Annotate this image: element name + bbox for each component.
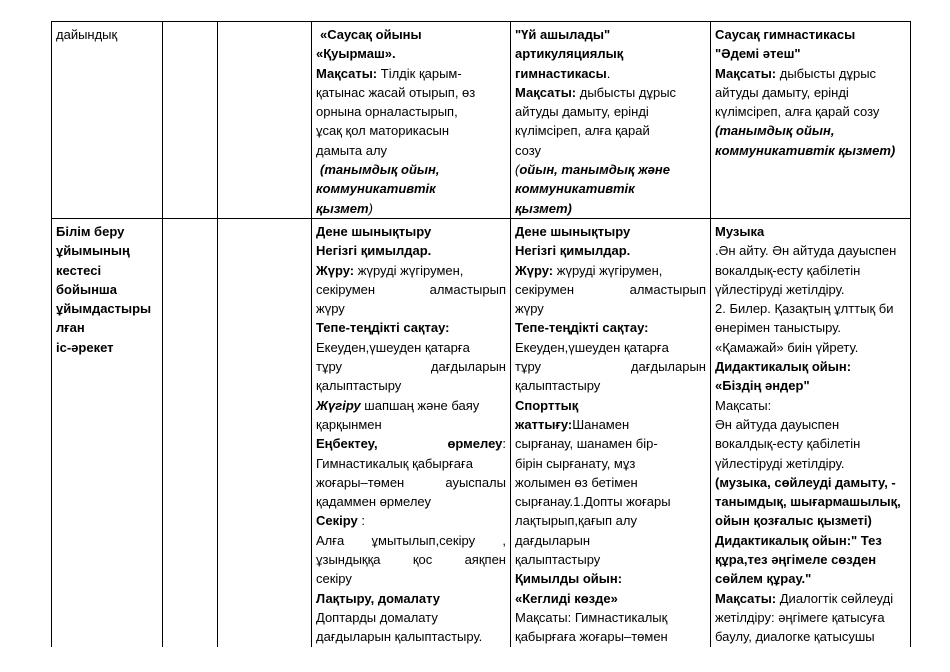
activity-title: «Қуырмаш». (316, 46, 396, 62)
row-label: ұйымының (56, 243, 130, 259)
subsection-label: Жүгіру (316, 397, 361, 413)
body-text: жүру (316, 301, 345, 317)
activity-cell-finger-gymnastics (711, 22, 911, 219)
game-title: сөйлем құрау." (715, 571, 812, 587)
goal-text: Ән айтуда дауыспен (715, 416, 840, 432)
body-text: секіру (316, 571, 352, 587)
goal-text: үйлестіруді жетілдіру. (715, 455, 845, 471)
activity-tag: ) (368, 200, 373, 216)
row-label: кестесі (56, 262, 102, 278)
row-label: бойынша (56, 281, 117, 297)
body-text: қалыптастыру (515, 378, 601, 394)
activity-tag: ойын, танымдық және (519, 162, 670, 178)
subsection-label: Жүру: (316, 262, 355, 278)
row-label: ұйымдастыры (56, 301, 152, 317)
body-text: секірумен алмастырып (515, 281, 706, 297)
body-text: Екеуден,үшеуден қатарға (316, 339, 470, 355)
activity-title: "Әдемі әтеш" (715, 46, 801, 62)
body-text: Алға ұмытылып,секіру , (316, 532, 506, 548)
body-text: вокалдық-есту қабілетін (715, 262, 861, 278)
activity-cell-physical-education-2 (511, 218, 711, 647)
activity-tag: коммуникативтік (515, 181, 635, 197)
activity-tag: ( (515, 162, 520, 178)
subsection-label: Дидактикалық ойын:" Тез (715, 532, 882, 548)
activity-tag: қызмет) (515, 200, 572, 216)
body-text: қалыптастыру (316, 378, 402, 394)
plan-table (51, 21, 911, 647)
body-text: сырғанау.1.Допты жоғары (515, 494, 671, 510)
body-text: 2. Билер. Қазақтың ұлттық би (715, 301, 894, 317)
goal-text: дыбысты дұрыс (776, 65, 877, 81)
activity-tag: қызмет (316, 200, 369, 216)
body-text: жоғары–төмен ауыспалы (316, 474, 506, 490)
body-text: Гимнастикалық қабырғаға (316, 455, 473, 471)
game-title: «Кеглиді көзде» (515, 590, 618, 606)
activity-tag: (танымдық ойын, (715, 123, 835, 139)
body-text: шапшаң және баяу (360, 397, 480, 413)
row-label: іс-әрекет (56, 339, 114, 355)
section-heading: Музыка (715, 223, 765, 239)
body-text: жүруді жүгірумен, (354, 262, 464, 278)
section-heading: Негізгі қимылдар. (316, 243, 432, 259)
goal-text: жетілдіру: әңгімеге қатысуға (715, 609, 885, 625)
subsection-label: Дидактикалық ойын: (715, 359, 852, 375)
body-text: «Қамажай» биін үйрету. (715, 339, 859, 355)
goal-text: күлімсіреп, алға қарай (515, 123, 650, 139)
subsection-label: Тепе-теңдікті сақтау: (316, 320, 450, 336)
table-row-organized-activity (52, 218, 911, 647)
activity-cell-finger-game (312, 22, 511, 219)
section-heading: Дене шынықтыру (316, 223, 432, 239)
goal-text: айтуды дамыту, ерінді (715, 84, 849, 100)
body-text: бірін сырғанату, мұз (515, 455, 636, 471)
body-text: қалыптастыру (515, 552, 601, 568)
activity-tag: (танымдық ойын, (320, 162, 440, 178)
activity-title: «Саусақ ойыны (320, 27, 422, 42)
section-heading: Дене шынықтыру (515, 223, 631, 239)
goal-label: Мақсаты: (715, 397, 772, 413)
body-text: Доптарды домалату (316, 609, 438, 625)
body-text: ұзындыққа қос аяқпен (316, 552, 506, 568)
goal-text: дамыта алу (316, 142, 388, 158)
subsection-label: Еңбектеу, өрмелеу (316, 436, 503, 452)
game-title: «Біздің әндер" (715, 378, 810, 394)
activity-tag: коммуникативтік (316, 181, 436, 197)
goal-text: созу (515, 142, 542, 158)
activity-tag: танымдық, шығармашылық, (715, 494, 901, 510)
row-label: дайындық (56, 27, 118, 42)
subsection-label: жаттығу: (515, 416, 573, 432)
goal-text: Тілдік қарым- (377, 65, 462, 81)
row-label-cell (52, 218, 163, 647)
body-text: қадаммен өрмелеу (316, 494, 431, 510)
goal-label: Мақсаты: (515, 84, 577, 100)
row-label: лған (56, 320, 85, 336)
activity-cell-music (711, 218, 911, 647)
goal-text: қатынас жасай отырып, өз (316, 84, 476, 100)
section-heading: Негізгі қимылдар. (515, 243, 631, 259)
subsection-label: Тепе-теңдікті сақтау: (515, 320, 649, 336)
body-text: лақтырып,қағып алу (515, 513, 637, 529)
body-text: дағдыларын (515, 532, 591, 548)
empty-cell (218, 218, 312, 647)
empty-cell (163, 218, 218, 647)
row-label-cell (52, 22, 163, 219)
subsection-label: Жүру: (515, 262, 554, 278)
activity-title: . (606, 65, 611, 81)
body-text: өнерімен таныстыру. (715, 320, 841, 336)
table-row-preparation (52, 22, 911, 219)
body-text: жүруді жүгірумен, (553, 262, 663, 278)
empty-cell (163, 22, 218, 219)
body-text: жолымен өз бетімен (515, 474, 638, 490)
subsection-label: Спорттық (515, 397, 579, 413)
goal-text: Диалогтік сөйлеуді (776, 590, 894, 606)
activity-cell-articulation (511, 22, 711, 219)
goal-text: айтуды дамыту, ерінді (515, 104, 649, 120)
activity-title: артикуляциялық (515, 46, 624, 62)
goal-text: вокалдық-есту қабілетін (715, 436, 861, 452)
body-text: Шанамен (572, 416, 630, 432)
body-text: Екеуден,үшеуден қатарға (515, 339, 669, 355)
body-text: тұру дағдыларын (515, 359, 706, 375)
subsection-label: Лақтыру, домалату (316, 590, 441, 606)
goal-label: Мақсаты: (316, 65, 378, 81)
goal-text: баулу, диалогке қатысушы (715, 629, 875, 645)
body-text: тұру дағдыларын (316, 359, 506, 375)
activity-tag: ойын қозғалыс қызметі) (715, 513, 872, 529)
activity-title: Саусақ гимнастикасы (715, 27, 856, 42)
goal-label: Мақсаты: (715, 590, 777, 606)
activity-title: "Үй ашылады" (515, 27, 611, 42)
body-text: жүру (515, 301, 544, 317)
activity-cell-physical-education (312, 218, 511, 647)
row-label: Білім беру (56, 223, 125, 239)
goal-text: қабырғаға жоғары–төмен (515, 629, 668, 645)
body-text: .Ән айту. Ән айтуда дауыспен (715, 243, 897, 259)
body-text: : (502, 436, 506, 452)
subsection-label: Қимылды ойын: (515, 571, 623, 587)
activity-tag: коммуникативтік қызмет) (715, 142, 896, 158)
activity-tag: (музыка, сөйлеуді дамыту, - (715, 474, 896, 490)
goal-text: күлімсіреп, алға қарай созу (715, 104, 880, 120)
body-text: үйлестіруді жетілдіру. (715, 281, 845, 297)
body-text: сырғанау, шанамен бір- (515, 436, 658, 452)
body-text: : (357, 513, 365, 529)
goal-text: орнына орналастырып, (316, 104, 458, 120)
empty-cell (218, 22, 312, 219)
goal-text: Мақсаты: Гимнастикалық (515, 609, 668, 625)
activity-title: гимнастикасы (515, 65, 607, 81)
body-text: дағдыларын қалыптастыру. (316, 629, 483, 645)
goal-text: дыбысты дұрыс (576, 84, 677, 100)
goal-label: Мақсаты: (715, 65, 777, 81)
body-text: секірумен алмастырып (316, 281, 506, 297)
goal-text: ұсақ қол маторикасын (316, 123, 449, 139)
body-text: қарқынмен (316, 416, 382, 432)
subsection-label: Секіру (316, 513, 358, 529)
game-title: құра,тез әңгімеле сөзден (715, 552, 877, 568)
